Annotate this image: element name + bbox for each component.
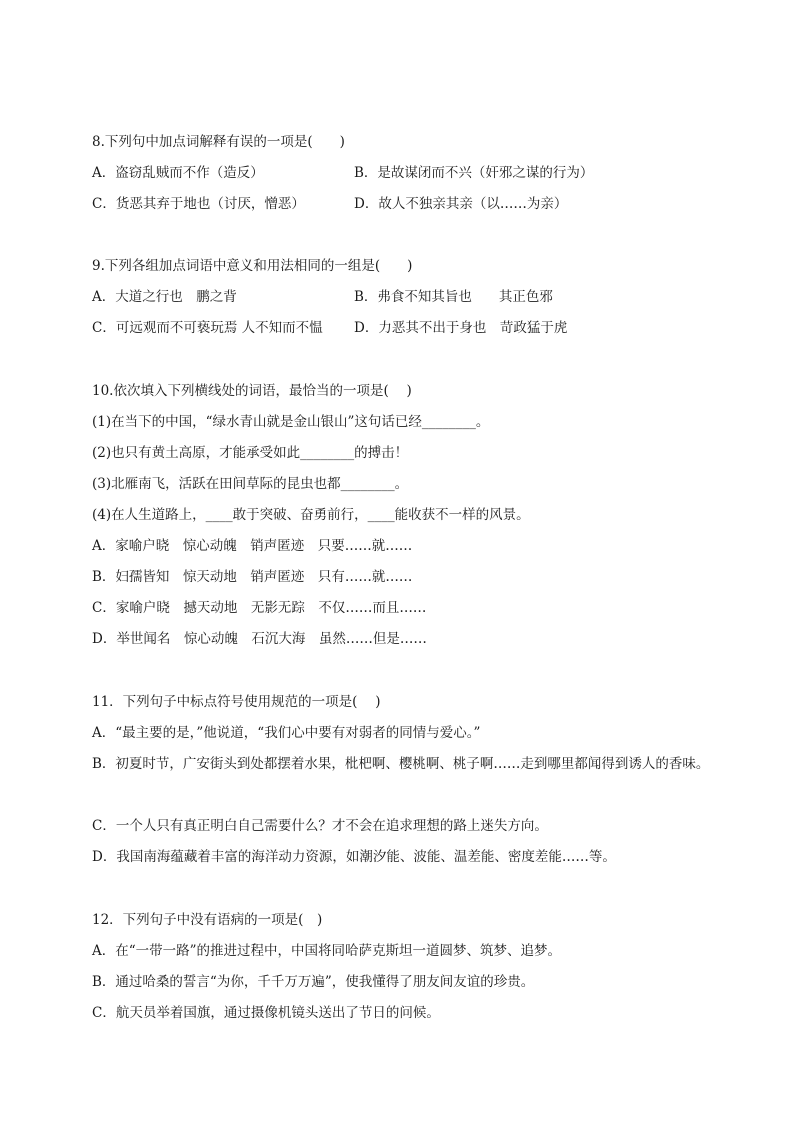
question-9-stem: 9.下列各组加点词语中意义和用法相同的一组是( ) [92, 258, 413, 274]
question-10-stem: 10.依次填入下列横线处的词语，最恰当的一项是( ) [92, 383, 412, 399]
question-11-option-a: A．“最主要的是，”他说道，“我们心中要有对弱者的同情与爱心。” [92, 725, 481, 741]
question-9-option-d: D．力恶其不出于身也 苛政猛于虎 [354, 320, 568, 336]
question-8-option-a: A．盗窃乱贼而不作（造反） [92, 165, 264, 181]
question-8-option-d: D．故人不独亲其亲（以……为亲） [354, 196, 568, 212]
question-10-option-c: C．家喻户晓 撼天动地 无影无踪 不仅……而且…… [92, 600, 427, 616]
question-9-option-b: B．弗食不知其旨也 其正色邪 [354, 289, 553, 305]
question-8-stem: 8.下列句中加点词解释有误的一项是( ) [92, 134, 345, 150]
question-12-stem: 12．下列句子中没有语病的一项是( ) [92, 912, 323, 928]
question-8-option-c: C．货恶其弃于地也（讨厌，憎恶） [92, 196, 305, 212]
question-8-option-b: B．是故谋闭而不兴（奸邪之谋的行为） [354, 165, 594, 181]
question-10-option-d: D．举世闻名 惊心动魄 石沉大海 虽然……但是…… [92, 631, 427, 647]
question-11-option-d: D．我国南海蕴藏着丰富的海洋动力资源，如潮汐能、波能、温差能、密度差能……等。 [92, 849, 616, 865]
question-10-option-b: B．妇孺皆知 惊天动地 销声匿迹 只有……就…… [92, 569, 413, 585]
question-11-option-c: C．一个人只有真正明白自己需要什么？才不会在追求理想的路上迷失方向。 [92, 818, 548, 834]
question-10-option-a: A．家喻户晓 惊心动魄 销声匿迹 只要……就…… [92, 538, 413, 554]
question-11-option-b: B．初夏时节，广安街头到处都摆着水果，枇杷啊、樱桃啊、桃子啊……走到哪里都闻得到诱人的香味。 [92, 756, 710, 772]
question-9-option-a: A．大道之行也 鹏之背 [92, 289, 237, 305]
question-10-sentence-1: (1)在当下的中国，“绿水青山就是金山银山”这句话已经________。 [92, 414, 490, 430]
question-11-stem: 11．下列句子中标点符号使用规范的一项是( ) [92, 694, 381, 710]
question-10-sentence-4: (4)在人生道路上，____敢于突破、奋勇前行，____能收获不一样的风景。 [92, 507, 530, 523]
question-9-option-c: C．可远观而不可亵玩焉 人不知而不愠 [92, 320, 323, 336]
question-10-sentence-2: (2)也只有黄土高原，才能承受如此________的搏击！ [92, 445, 409, 461]
question-10-sentence-3: (3)北雁南飞，活跃在田间草际的昆虫也都________。 [92, 476, 409, 492]
question-12-option-a: A．在“一带一路”的推进过程中，中国将同哈萨克斯坦一道圆梦、筑梦、追梦。 [92, 943, 562, 959]
question-12-option-c: C．航天员举着国旗，通过摄像机镜头送出了节日的问候。 [92, 1005, 440, 1021]
question-12-option-b: B．通过哈桑的誓言“为你，千千万万遍”，使我懂得了朋友间友谊的珍贵。 [92, 974, 535, 990]
